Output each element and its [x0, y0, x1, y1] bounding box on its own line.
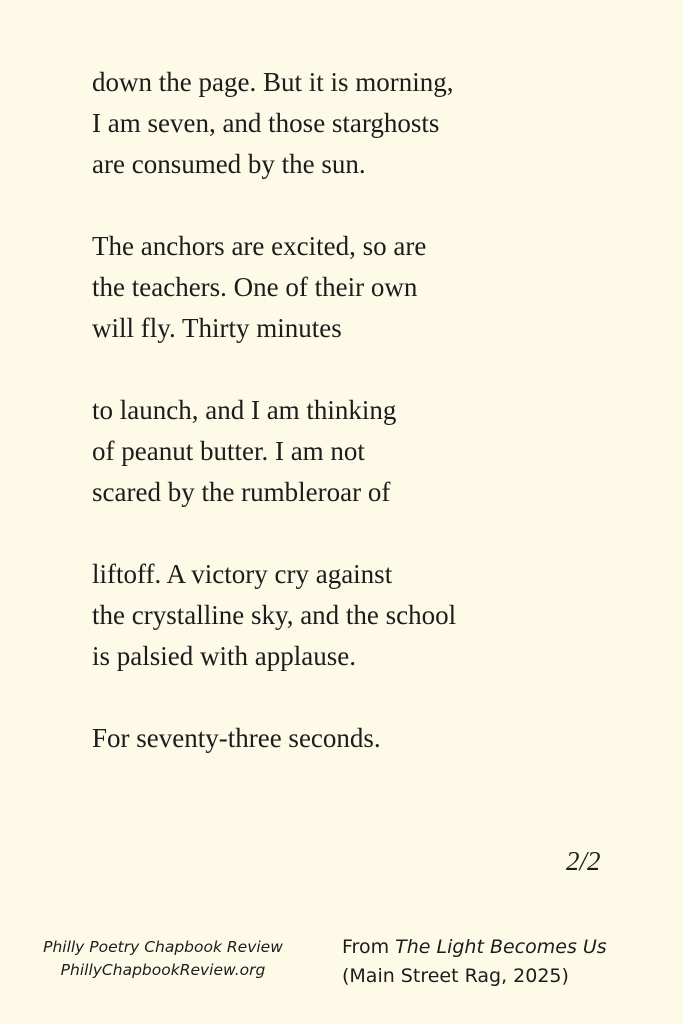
poem-line: of peanut butter. I am not: [92, 436, 365, 466]
poem-line: the teachers. One of their own: [92, 272, 418, 302]
stanza-5: [92, 718, 652, 759]
page-number: 2/2: [566, 846, 601, 876]
poem-body: [92, 62, 652, 800]
book-title: The Light Becomes Us: [395, 936, 607, 958]
poem-line: the crystalline sky, and the school: [92, 600, 457, 630]
poem-line: to launch, and I am thinking: [92, 395, 397, 425]
poem-line: down the page. But it is morning,: [92, 67, 454, 97]
poem-line: The anchors are excited, so are: [92, 231, 427, 261]
stanza-4: [92, 554, 652, 677]
stanza-1: [92, 62, 652, 185]
publication-name: Philly Poetry Chapbook Review: [43, 938, 283, 956]
poem-line: will fly. Thirty minutes: [92, 313, 342, 343]
poem-line: For seventy-three seconds.: [92, 723, 381, 753]
stanza-2: [92, 226, 652, 349]
poem-line: scared by the rumbleroar of: [92, 477, 391, 507]
poem-line: are consumed by the sun.: [92, 149, 366, 179]
poem-line: I am seven, and those starghosts: [92, 108, 440, 138]
publication-website: PhillyChapbookReview.org: [60, 961, 266, 979]
source-credit: [342, 933, 672, 991]
poem-line: is palsied with applause.: [92, 641, 356, 671]
stanza-3: [92, 390, 652, 513]
source-line: [342, 933, 672, 962]
publisher-line: (Main Street Rag, 2025): [342, 965, 569, 987]
publication-credit: [22, 936, 304, 982]
source-prefix: From: [342, 936, 390, 958]
poem-line: liftoff. A victory cry against: [92, 559, 393, 589]
